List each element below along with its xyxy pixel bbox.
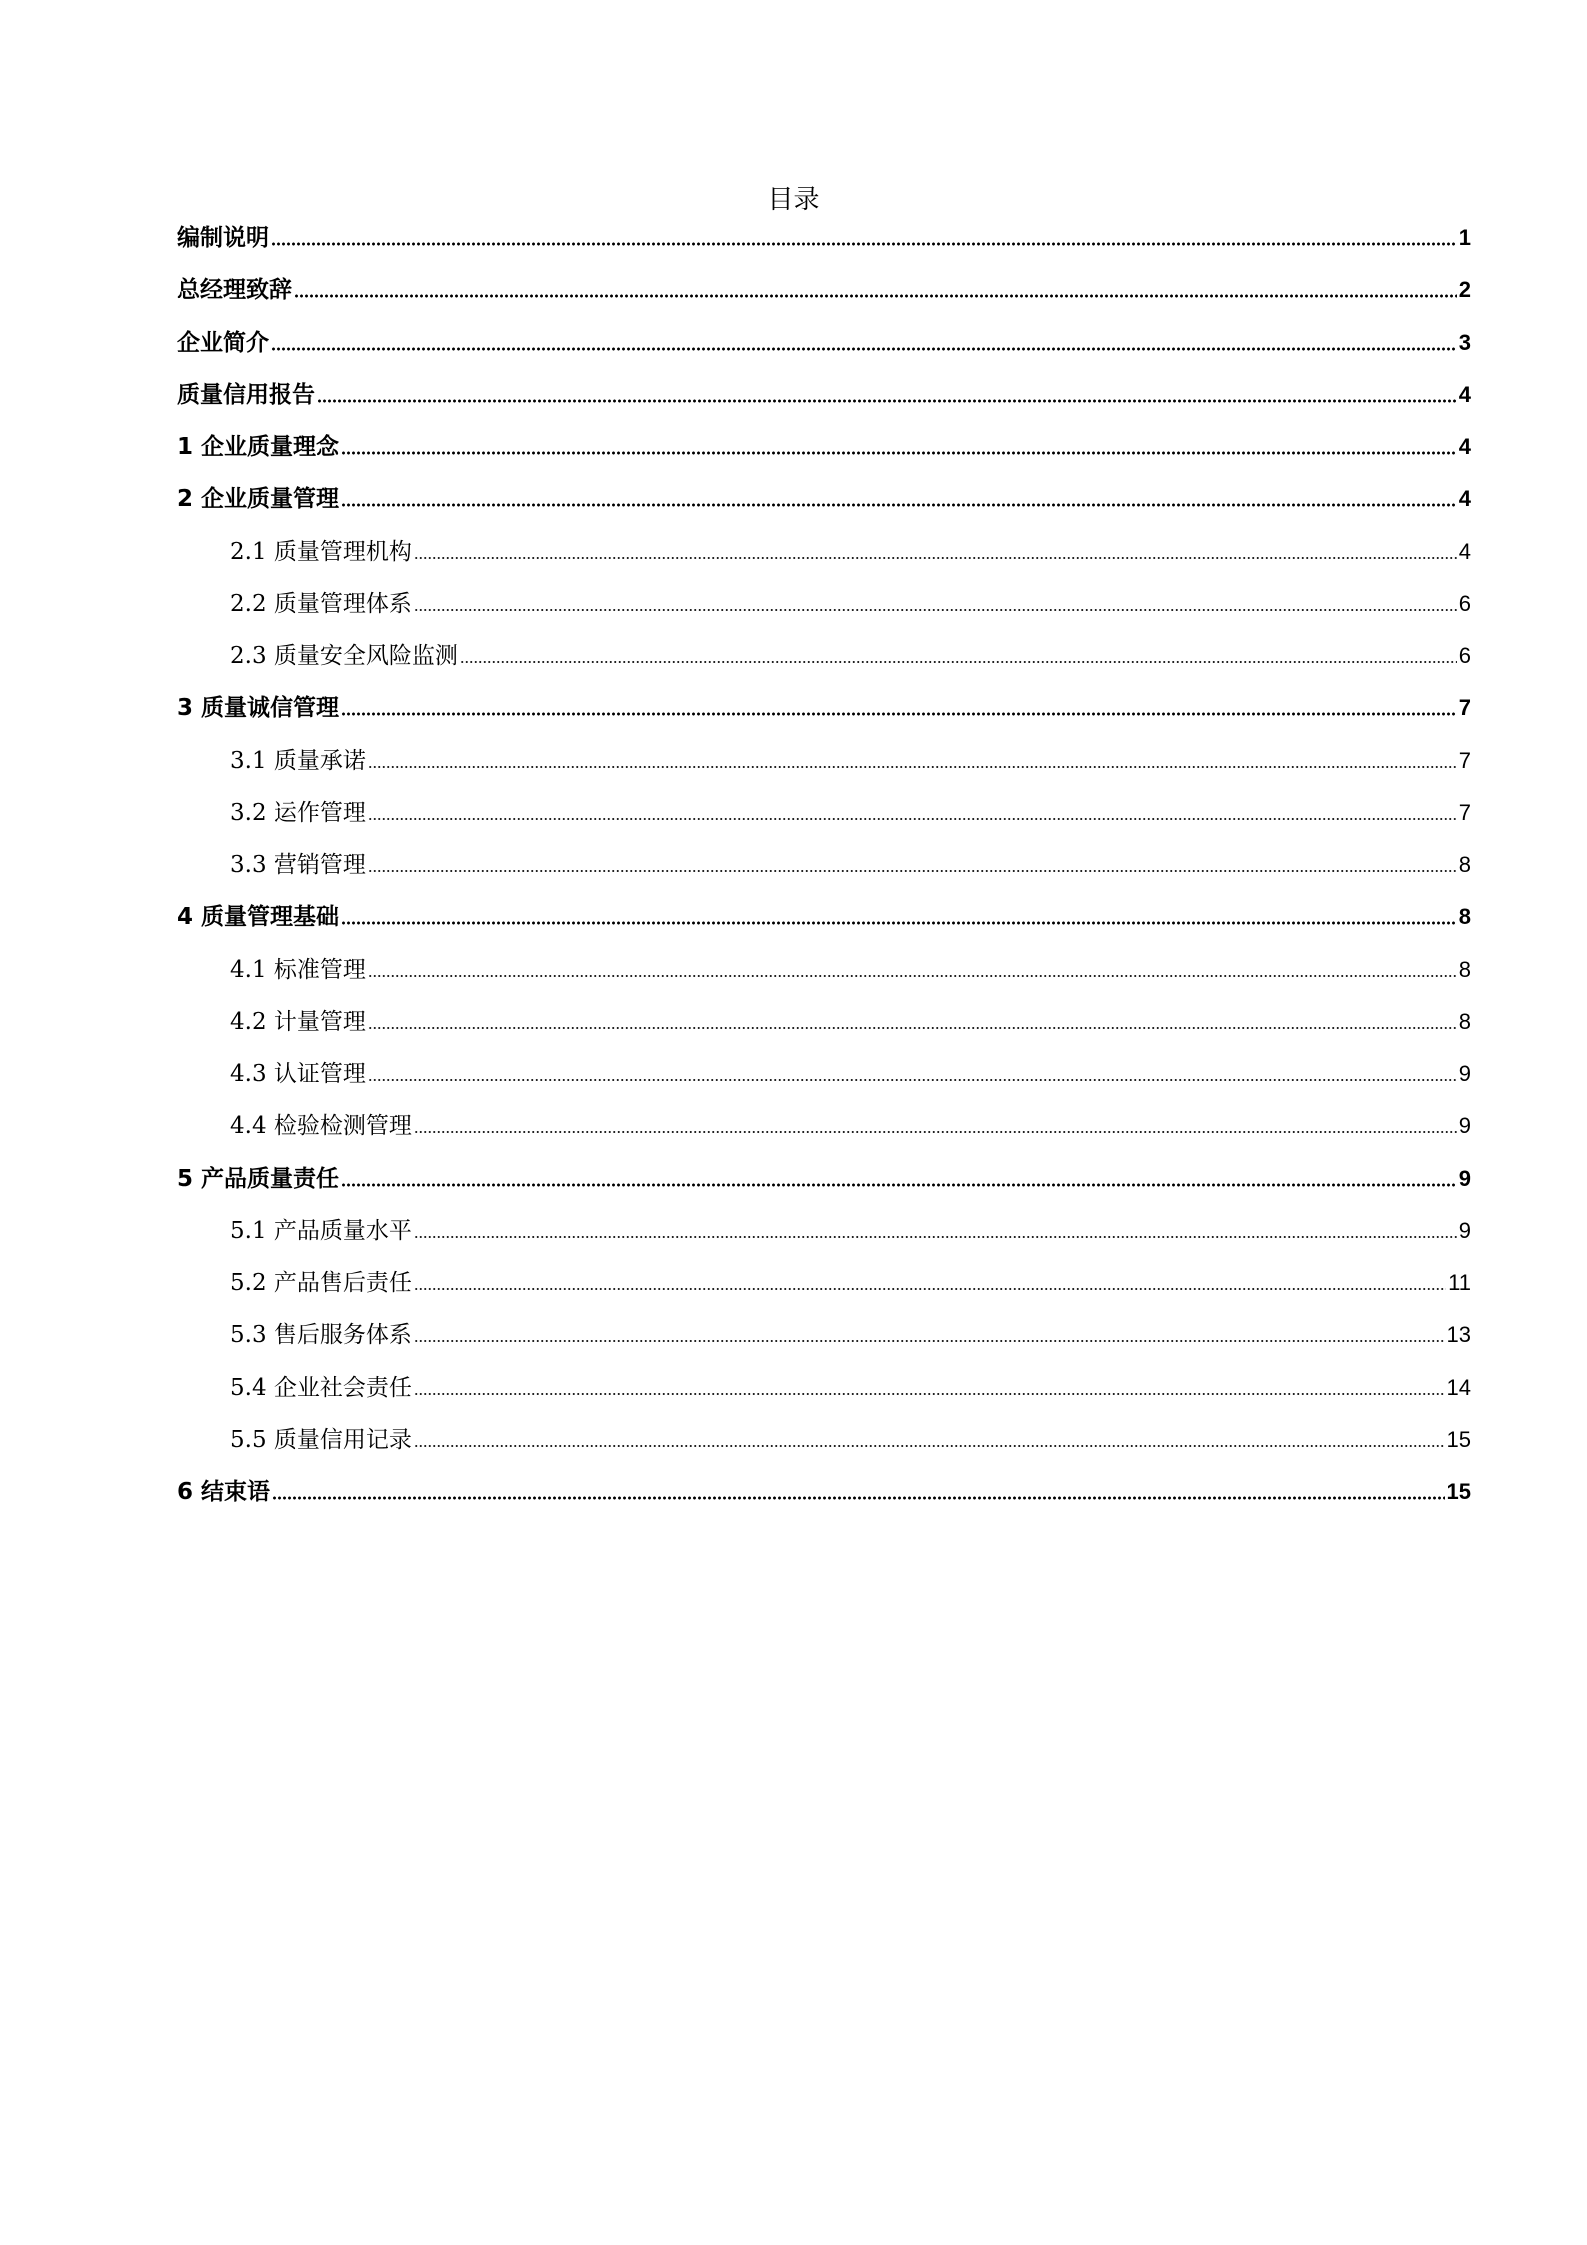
dot-leader [272,1495,1445,1501]
toc-page-number: 15 [1446,1479,1471,1504]
toc-entry[interactable] [177,684,1471,728]
toc-entry-label: 总经理致辞 [177,277,292,304]
dot-leader [341,1182,1457,1188]
toc-entry-label: 2.1 质量管理机构 [230,538,412,565]
toc-subentry[interactable] [230,1102,1471,1146]
dot-leader [368,868,1457,874]
dot-leader [414,1286,1446,1292]
toc-subentry[interactable] [230,1416,1471,1460]
toc-page-number: 8 [1458,1008,1471,1034]
toc-page-number: 3 [1458,329,1471,355]
dot-leader [414,1234,1457,1240]
toc-page-number: 9 [1458,1165,1471,1191]
toc-entry-label: 2.2 质量管理体系 [230,590,412,617]
toc-entry-label: 5.4 企业社会责任 [230,1374,412,1401]
toc-entry-label: 6 结束语 [177,1479,271,1505]
toc-subentry[interactable] [230,1207,1471,1251]
toc-entry[interactable] [177,893,1471,937]
toc-subentry[interactable] [230,632,1471,676]
dot-leader [294,293,1457,299]
toc-entry-label: 1 企业质量理念 [177,434,340,460]
toc-entry-label: 4.2 计量管理 [230,1008,366,1035]
dot-leader [368,816,1457,822]
toc-page-number: 15 [1446,1426,1471,1452]
dot-leader [317,398,1457,404]
toc-entry-label: 5.3 售后服务体系 [230,1322,412,1349]
dot-leader [414,1443,1445,1449]
toc-entry-label: 2 企业质量管理 [177,486,340,513]
toc-entry[interactable] [177,1155,1471,1199]
toc-page-number: 1 [1458,225,1471,250]
dot-leader [460,659,1457,665]
toc-subentry[interactable] [230,1311,1471,1355]
dot-leader [414,555,1457,561]
toc-page-number: 9 [1458,1113,1471,1139]
toc-entry-label: 4.3 认证管理 [230,1061,366,1087]
dot-leader [414,1129,1457,1135]
toc-page-number: 8 [1458,904,1471,930]
dot-leader [414,1391,1445,1397]
toc-page-number: 7 [1458,747,1471,773]
toc-page-number: 8 [1458,956,1471,982]
toc-entry-label: 企业简介 [177,329,269,356]
toc-entry-label: 5.1 产品质量水平 [230,1217,412,1244]
toc-subentry[interactable] [230,998,1471,1042]
toc-subentry[interactable] [230,1259,1471,1303]
toc-entry-label: 3.3 营销管理 [230,852,366,878]
toc-entry[interactable] [177,475,1471,519]
toc-page-number: 7 [1458,695,1471,721]
toc-entry-label: 5 产品质量责任 [177,1165,340,1192]
dot-leader [368,764,1457,770]
toc-subentry[interactable] [230,737,1471,781]
dot-leader [341,711,1457,717]
toc-subentry[interactable] [230,789,1471,833]
toc-entry-label: 4.4 检验检测管理 [230,1113,412,1140]
dot-leader [414,1338,1445,1344]
dot-leader [341,450,1457,456]
toc-page-number: 4 [1458,434,1471,459]
dot-leader [414,607,1457,613]
dot-leader [368,1077,1457,1083]
toc-page-number: 14 [1446,1374,1471,1400]
toc-subentry[interactable] [230,528,1471,572]
toc-page-number: 8 [1458,852,1471,877]
toc-subentry[interactable] [230,1050,1471,1094]
toc-subentry[interactable] [230,1364,1471,1408]
toc-page-number: 6 [1458,590,1471,616]
dot-leader [271,346,1457,352]
toc-entry-label: 4.1 标准管理 [230,956,366,983]
toc-entry-label: 质量信用报告 [177,381,315,408]
toc-page-number: 6 [1458,643,1471,668]
toc-entry[interactable] [177,214,1471,258]
toc-subentry[interactable] [230,841,1471,885]
toc-page-number: 7 [1458,799,1471,825]
toc-page-number: 2 [1458,277,1471,303]
toc-page-number: 4 [1458,538,1471,564]
toc-entry-label: 5.2 产品售后责任 [230,1270,412,1296]
toc-entry[interactable] [177,266,1471,310]
toc-entry[interactable] [177,1468,1471,1512]
toc-entry-label: 3 质量诚信管理 [177,695,340,722]
toc-entry[interactable] [177,371,1471,415]
dot-leader [341,502,1457,508]
toc-entry-label: 编制说明 [177,225,269,251]
toc-page-number: 4 [1458,486,1471,512]
toc-entry-label: 4 质量管理基础 [177,904,340,931]
dot-leader [271,241,1457,247]
toc-entry-label: 3.2 运作管理 [230,799,366,826]
toc-page-number: 4 [1458,381,1471,407]
toc-page-number: 9 [1458,1061,1471,1086]
toc-page-number: 9 [1458,1217,1471,1243]
toc-subentry[interactable] [230,946,1471,990]
toc-entry[interactable] [177,319,1471,363]
toc-entry-label: 5.5 质量信用记录 [230,1426,412,1453]
dot-leader [368,1025,1457,1031]
toc-page-number: 13 [1446,1322,1471,1348]
dot-leader [341,920,1457,926]
page-title: 目录 [767,185,820,215]
toc-entry-label: 3.1 质量承诺 [230,747,366,774]
toc-subentry[interactable] [230,580,1471,624]
toc-entry-label: 2.3 质量安全风险监测 [230,643,458,669]
dot-leader [368,973,1457,979]
toc-entry[interactable] [177,423,1471,467]
toc-page-number: 11 [1448,1270,1471,1295]
